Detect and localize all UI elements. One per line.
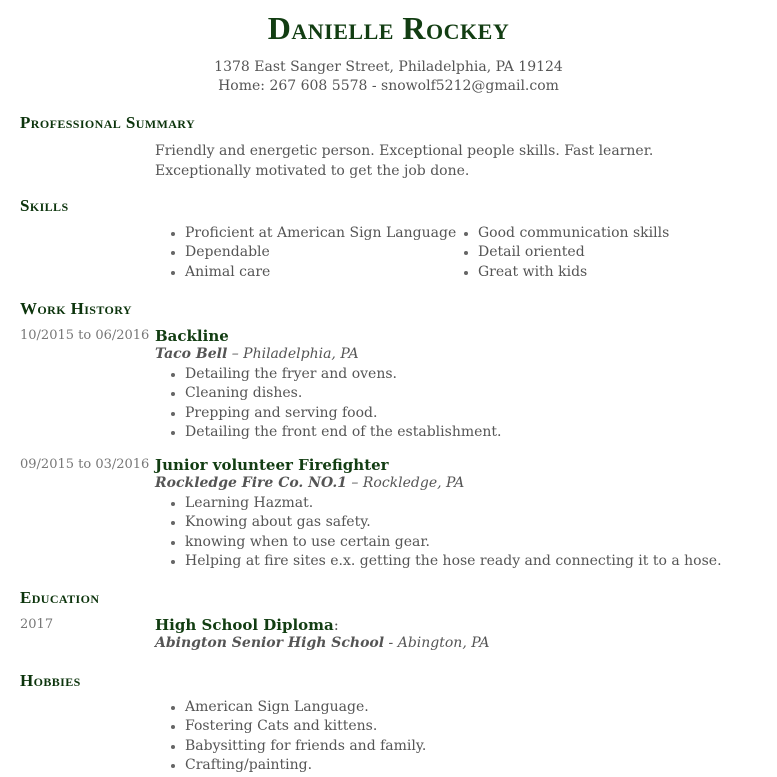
hobby-item: Babysitting for friends and family. (170, 737, 426, 756)
job-dates: 09/2015 to 03/2016 (20, 457, 150, 472)
job-duty: Knowing about gas safety. (170, 513, 722, 532)
hobby-item: American Sign Language. (170, 698, 426, 717)
education-degree (155, 616, 339, 634)
job-duty: Detailing the front end of the establishment. (170, 423, 501, 442)
school-name: Abington Senior High School (155, 635, 385, 651)
job-duty: Helping at fire sites e.x. getting the hose ready and connecting it to a hose. (170, 552, 722, 571)
job-title: Junior volunteer Firefighter (155, 456, 389, 474)
company-name: Taco Bell (155, 346, 228, 362)
phone-email-line: Home: 267 608 5578 - snowolf5212@gmail.com (218, 78, 559, 94)
skill-item: Great with kids (463, 263, 669, 282)
section-heading-work-history: Work History (20, 299, 132, 318)
section-heading-skills: Skills (20, 196, 69, 215)
job-duties-list (170, 365, 501, 443)
skill-item: Proficient at American Sign Language (170, 224, 456, 243)
skill-item: Animal care (170, 263, 456, 282)
section-heading-hobbies: Hobbies (20, 671, 81, 690)
job-duty: Detailing the fryer and ovens. (170, 365, 501, 384)
job-duty: Cleaning dishes. (170, 384, 501, 403)
hobby-item: Fostering Cats and kittens. (170, 717, 426, 736)
job-duty: Prepping and serving food. (170, 404, 501, 423)
section-heading-summary: Professional Summary (20, 113, 196, 132)
skills-list-left (170, 224, 456, 282)
job-duties-list (170, 494, 722, 572)
degree-name: High School Diploma (155, 616, 334, 634)
candidate-name: Danielle Rockey (267, 10, 510, 46)
job-duty: knowing when to use certain gear. (170, 533, 722, 552)
job-title: Backline (155, 327, 229, 345)
education-school (155, 635, 489, 651)
address-line: 1378 East Sanger Street, Philadelphia, PA 19124 (214, 59, 563, 75)
education-year: 2017 (20, 617, 54, 632)
school-location: - Abington, PA (384, 635, 490, 651)
summary-text: Friendly and energetic person. Exceptional people skills. Fast learner. Exceptionally motivated to get the job done. (155, 143, 654, 179)
skills-list-right (463, 224, 669, 282)
hobby-item: Crafting/painting. (170, 756, 426, 775)
skill-item: Dependable (170, 243, 456, 262)
job-dates: 10/2015 to 06/2016 (20, 328, 150, 343)
company-name: Rockledge Fire Co. NO.1 (155, 475, 347, 491)
degree-suffix: : (333, 616, 339, 634)
job-employer (155, 346, 359, 362)
skill-item: Good communication skills (463, 224, 669, 243)
hobbies-list (170, 698, 426, 776)
job-duty: Learning Hazmat. (170, 494, 722, 513)
section-heading-education: Education (20, 588, 100, 607)
company-location: – Rockledge, PA (346, 475, 465, 491)
skill-item: Detail oriented (463, 243, 669, 262)
company-location: – Philadelphia, PA (227, 346, 359, 362)
job-employer (155, 475, 464, 491)
